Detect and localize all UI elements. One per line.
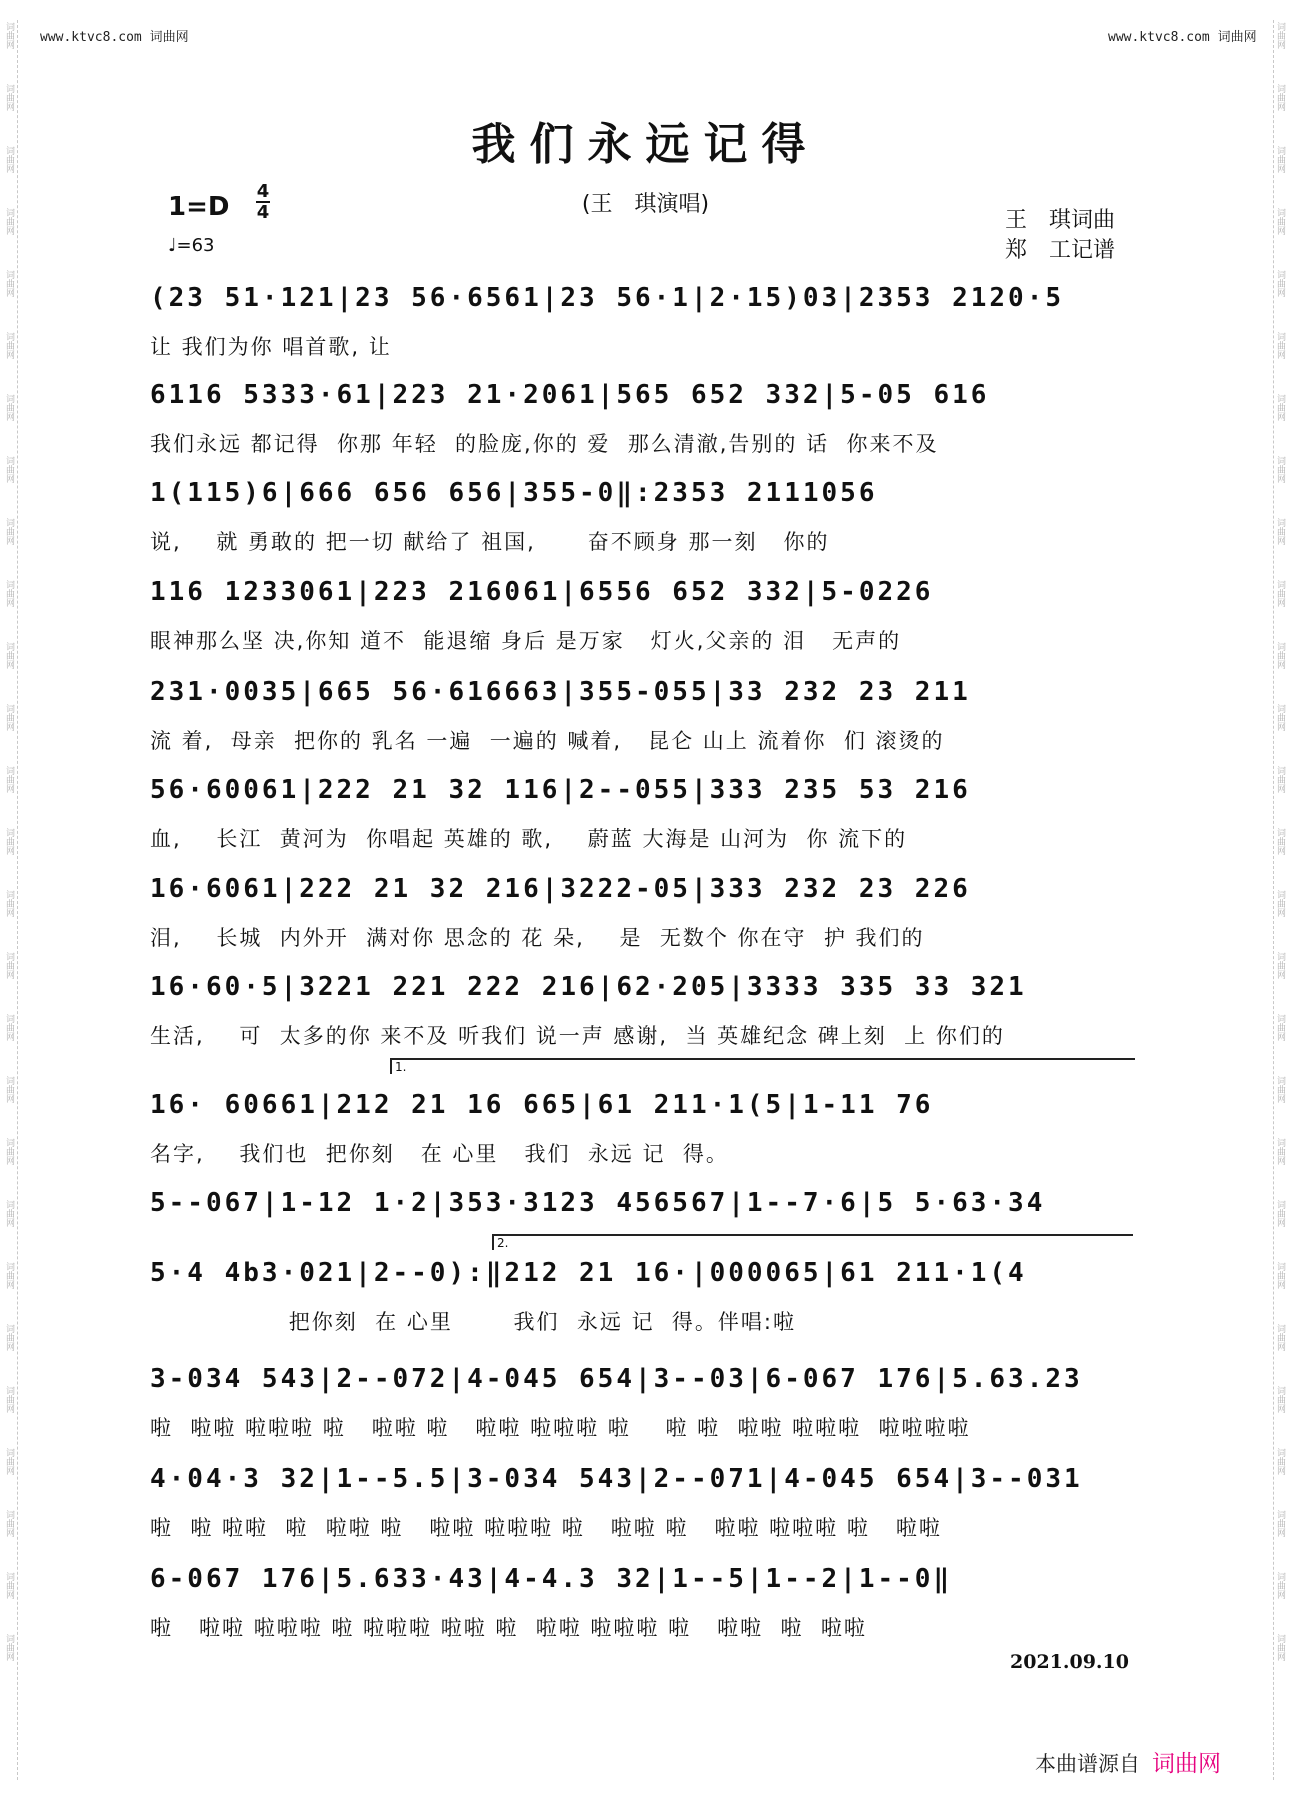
sidebar-watermark-text: 词曲网 (4, 1200, 14, 1227)
sidebar-watermark-text: 词曲网 (1275, 456, 1285, 483)
sidebar-watermark-text: 词曲网 (4, 1634, 14, 1661)
sidebar-watermark-text: 词曲网 (4, 270, 14, 297)
sidebar-watermark-text: 词曲网 (4, 146, 14, 173)
sidebar-watermark-text: 词曲网 (4, 766, 14, 793)
lyric-line: 啦 啦 啦啦 啦 啦啦 啦 啦啦 啦啦啦 啦 啦啦 啦 啦啦 啦啦啦 啦 啦啦 (150, 1516, 942, 1540)
sidebar-watermark-text: 词曲网 (1275, 270, 1285, 297)
sidebar-watermark-text: 词曲网 (4, 1572, 14, 1599)
lyric-line: 血, 长江 黄河为 你唱起 英雄的 歌, 蔚蓝 大海是 山河为 你 流下的 (150, 827, 908, 851)
time-signature (256, 182, 270, 222)
sidebar-watermark-text: 词曲网 (1275, 394, 1285, 421)
sidebar-watermark-text: 词曲网 (4, 580, 14, 607)
sidebar-watermark-text: 词曲网 (4, 518, 14, 545)
sidebar-watermark-text: 词曲网 (4, 704, 14, 731)
lyric-line: 啦 啦啦 啦啦啦 啦 啦啦 啦 啦啦 啦啦啦 啦 啦 啦 啦啦 啦啦啦 啦啦啦啦 (150, 1416, 971, 1440)
sidebar-watermark-text: 词曲网 (4, 1386, 14, 1413)
brand-link[interactable]: 词曲网 (1152, 1751, 1221, 1777)
lyric-line: 名字, 我们也 把你刻 在 心里 我们 永远 记 得。 (150, 1142, 729, 1166)
time-signature-bottom: 4 (256, 202, 270, 223)
lyric-line: 啦 啦啦 啦啦啦 啦 啦啦啦 啦啦 啦 啦啦 啦啦啦 啦 啦啦 啦 啦啦 (150, 1616, 867, 1640)
transcriber: 郑 工记谱 (1005, 238, 1116, 263)
notation-line: 1(115)6|666 656 656|355-0‖:2353 2111056 (150, 478, 878, 508)
sidebar-watermark-text: 词曲网 (1275, 580, 1285, 607)
notation-line: 4·04·3 32|1--5.5|3-034 543|2--071|4-045 654|3--031 (150, 1464, 1083, 1494)
sidebar-watermark-text: 词曲网 (1275, 1076, 1285, 1103)
sidebar-watermark-text: 词曲网 (1275, 766, 1285, 793)
lyric-line: 眼神那么坚 决,你知 道不 能退缩 身后 是万家 灯火,父亲的 泪 无声的 (150, 629, 902, 653)
sidebar-watermark-text: 词曲网 (4, 1510, 14, 1537)
volta-first-ending: 1. (390, 1058, 1135, 1074)
sidebar-watermark-text: 词曲网 (1275, 1324, 1285, 1351)
notation-line: 16·60·5|3221 221 222 216|62·205|3333 335 33 321 (150, 972, 1027, 1002)
sidebar-watermark-text: 词曲网 (1275, 332, 1285, 359)
song-title: 我们永远记得 (471, 119, 820, 170)
sidebar-watermark-text: 词曲网 (1275, 1386, 1285, 1413)
lyric-line: 说, 就 勇敢的 把一切 献给了 祖国, 奋不顾身 那一刻 你的 (150, 530, 830, 554)
notation-line: 56·60061|222 21 32 116|2--055|333 235 53 216 (150, 775, 971, 805)
sidebar-watermark-text: 词曲网 (1275, 1510, 1285, 1537)
notation-line: 5·4 4b3·021|2--0):‖212 21 16·|000065|61 211·1(4 (150, 1258, 1027, 1288)
source-label: 本曲谱源自 (1035, 1752, 1140, 1776)
sidebar-watermark-text: 词曲网 (4, 952, 14, 979)
sidebar-watermark-text: 词曲网 (1275, 1200, 1285, 1227)
sidebar-watermark-text: 词曲网 (4, 394, 14, 421)
notation-line: 5--067|1-12 1·2|353·3123 456567|1--7·6|5 5·63·34 (150, 1188, 1046, 1218)
credits (1005, 206, 1115, 266)
notation-line: 16·6061|222 21 32 216|3222-05|333 232 23 226 (150, 874, 971, 904)
key-signature: 1=D (168, 192, 230, 222)
sidebar-watermark-text: 词曲网 (4, 1324, 14, 1351)
sidebar-watermark-text: 词曲网 (1275, 1138, 1285, 1165)
lyric-line: 让 我们为你 唱首歌, 让 (150, 335, 392, 359)
sidebar-watermark-text: 词曲网 (4, 642, 14, 669)
sidebar-watermark-text: 词曲网 (1275, 146, 1285, 173)
notation-line: 6-067 176|5.633·43|4-4.3 32|1--5|1--2|1--0‖ (150, 1564, 953, 1594)
sidebar-watermark-text: 词曲网 (4, 828, 14, 855)
sidebar-watermark-text: 词曲网 (1275, 84, 1285, 111)
notation-line: 6116 5333·61|223 21·2061|565 652 332|5-05 616 (150, 380, 990, 410)
sidebar-watermark-text: 词曲网 (1275, 952, 1285, 979)
sidebar-watermark-text: 词曲网 (4, 1262, 14, 1289)
sidebar-watermark-text: 词曲网 (1275, 890, 1285, 917)
notation-line: 116 1233061|223 216061|6556 652 332|5-0226 (150, 577, 934, 607)
sidebar-watermark-text: 词曲网 (1275, 1014, 1285, 1041)
sidebar-watermark-text: 词曲网 (1275, 208, 1285, 235)
header-url-left[interactable]: www.ktvc8.com 词曲网 (40, 30, 189, 45)
sidebar-watermark-text: 词曲网 (4, 890, 14, 917)
sidebar-watermark-text: 词曲网 (1275, 22, 1285, 49)
tempo-marking: ♩=63 (168, 235, 215, 256)
sidebar-watermark-text: 词曲网 (4, 1138, 14, 1165)
notation-line: (23 51·121|23 56·6561|23 56·1|2·15)03|2353 2120·5 (150, 283, 1065, 313)
sidebar-watermark-text: 词曲网 (4, 22, 14, 49)
volta-second-ending: 2. (492, 1234, 1133, 1250)
sidebar-watermark-text: 词曲网 (1275, 518, 1285, 545)
date: 2021.09.10 (1010, 1651, 1129, 1673)
notation-line: 16· 60661|212 21 16 665|61 211·1(5|1-11 76 (150, 1090, 934, 1120)
sidebar-watermark-text: 词曲网 (1275, 1634, 1285, 1661)
sidebar-watermark-left (3, 20, 18, 1780)
footer-source (1035, 1745, 1221, 1778)
sidebar-watermark-text: 词曲网 (1275, 642, 1285, 669)
sidebar-watermark-text: 词曲网 (4, 1448, 14, 1475)
sidebar-watermark-text: 词曲网 (1275, 1262, 1285, 1289)
lyric-line: 把你刻 在 心里 我们 永远 记 得。伴唱:啦 (150, 1310, 797, 1334)
sidebar-watermark-text: 词曲网 (1275, 704, 1285, 731)
sidebar-watermark-text: 词曲网 (1275, 828, 1285, 855)
performer: (王 琪演唱) (581, 192, 710, 217)
sidebar-watermark-right (1273, 20, 1288, 1780)
sidebar-watermark-text: 词曲网 (4, 1076, 14, 1103)
sidebar-watermark-text: 词曲网 (4, 456, 14, 483)
notation-line: 3-034 543|2--072|4-045 654|3--03|6-067 176|5.63.23 (150, 1364, 1083, 1394)
sidebar-watermark-text: 词曲网 (1275, 1572, 1285, 1599)
lyric-line: 生活, 可 太多的你 来不及 听我们 说一声 感谢, 当 英雄纪念 碑上刻 上 你们的 (150, 1024, 1005, 1048)
lyric-line: 我们永远 都记得 你那 年轻 的脸庞,你的 爱 那么清澈,告别的 话 你来不及 (150, 432, 939, 456)
lyric-line: 泪, 长城 内外开 满对你 思念的 花 朵, 是 无数个 你在守 护 我们的 (150, 926, 925, 950)
sidebar-watermark-text: 词曲网 (4, 84, 14, 111)
lyric-line: 流 着, 母亲 把你的 乳名 一遍 一遍的 喊着, 昆仑 山上 流着你 们 滚烫的 (150, 729, 945, 753)
header-url-right[interactable]: www.ktvc8.com 词曲网 (1108, 30, 1257, 45)
sidebar-watermark-text: 词曲网 (4, 208, 14, 235)
notation-line: 231·0035|665 56·616663|355-055|33 232 23 211 (150, 677, 971, 707)
sidebar-watermark-text: 词曲网 (4, 332, 14, 359)
sidebar-watermark-text: 词曲网 (4, 1014, 14, 1041)
sidebar-watermark-text: 词曲网 (1275, 1448, 1285, 1475)
time-signature-top: 4 (256, 181, 270, 202)
lyricist-composer: 王 琪词曲 (1005, 208, 1116, 233)
